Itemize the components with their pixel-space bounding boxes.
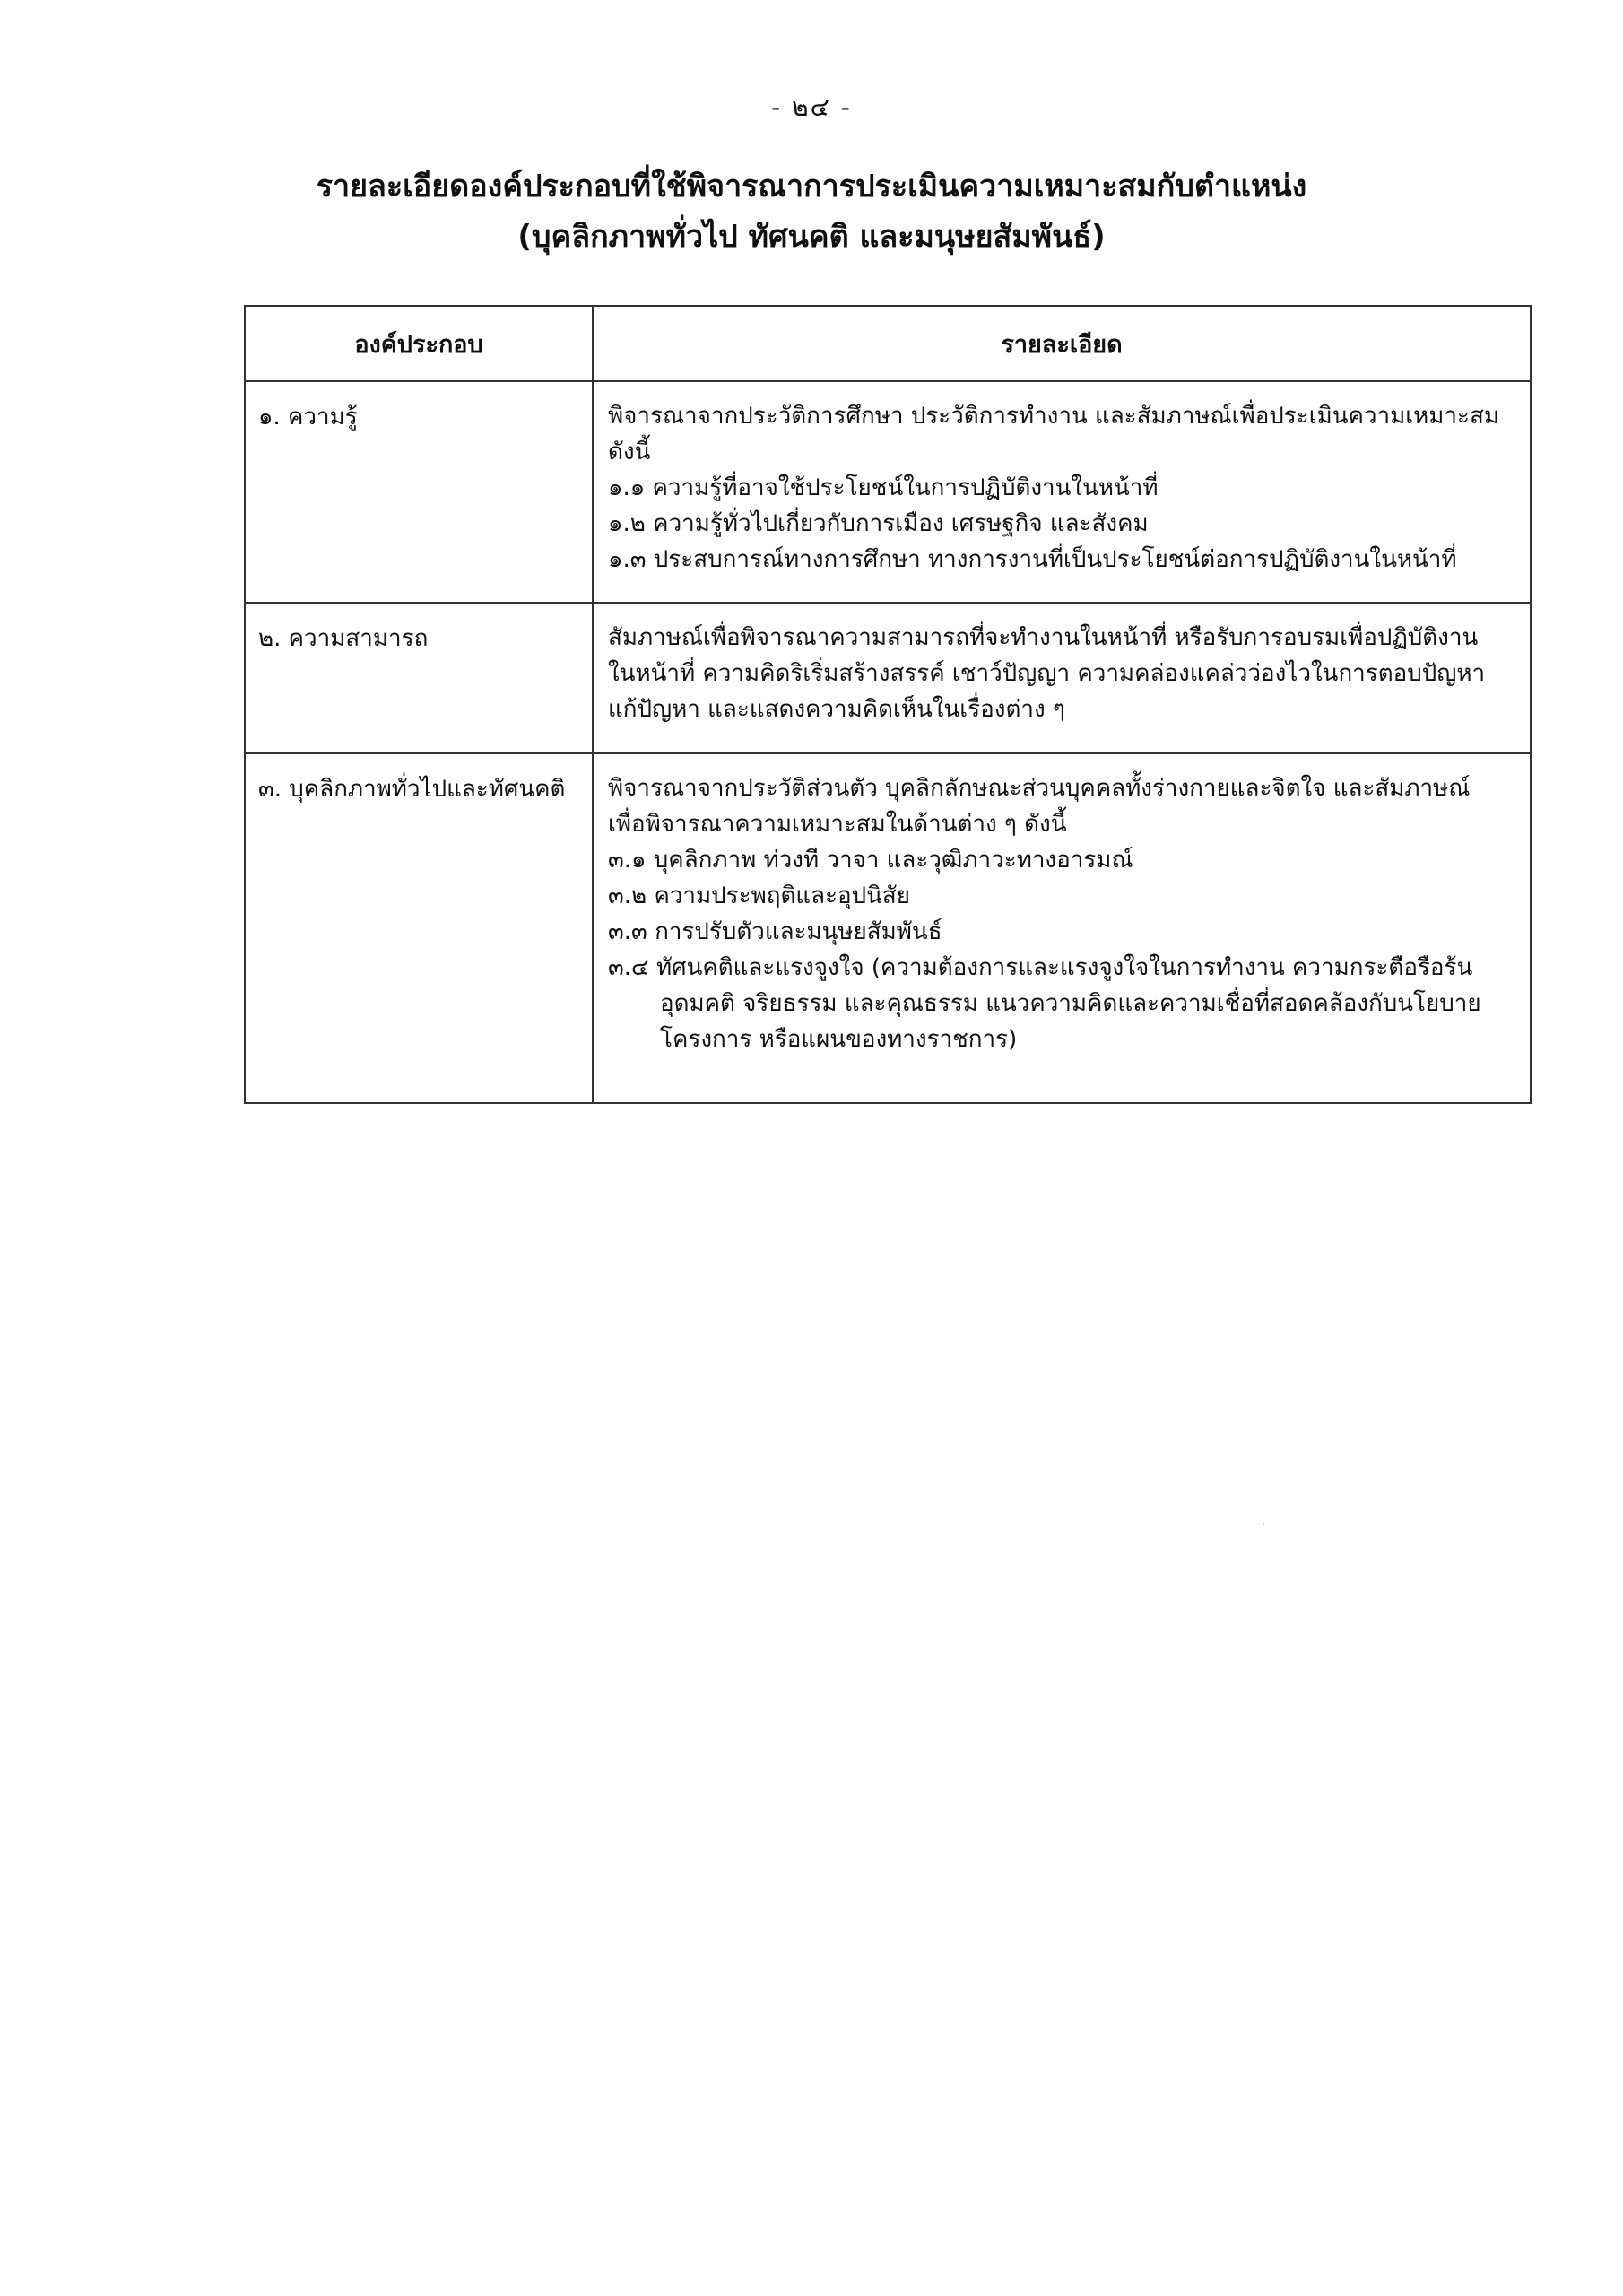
table-row [245,381,1531,603]
list-item: ๓.๔ ทัศนคติและแรงจูงใจ (ความต้องการและแรงจูงใจในการทำงาน ความกระตือรือร้น [608,954,1473,981]
list-item: ๓.๒ ความประพฤติและอุปนิสัย [608,883,911,909]
row-detail-knowledge [593,381,1531,603]
list-item: ๓.๑ บุคลิกภาพ ท่วงที วาจา และวุฒิภาวะทางอารมณ์ [608,847,1133,874]
row-detail-personality [593,753,1531,1103]
table-row [245,603,1531,753]
document-title [0,161,1623,262]
detail-line: พิจารณาจากประวัติส่วนตัว บุคลิกลักษณะส่วนบุคคลทั้งร่างกายและจิตใจ และสัมภาษณ์ [608,775,1471,802]
row-detail-ability [593,603,1531,753]
table-header-row [245,306,1531,381]
page-number: - ๒๔ - [771,92,852,122]
header-component: องค์ประกอบ [245,306,593,381]
list-item: ๑.๓ ประสบการณ์ทางการศึกษา ทางการงานที่เป็นประโยชน์ต่อการปฏิบัติงานในหน้าที่ [608,546,1457,573]
detail-line: ดังนี้ [608,439,651,465]
detail-line: พิจารณาจากประวัติการศึกษา ประวัติการทำงาน และสัมภาษณ์เพื่อประเมินความเหมาะสม [608,403,1500,430]
detail-line: ในหน้าที่ ความคิดริเริ่มสร้างสรรค์ เชาว์ปัญญา ความคล่องแคล่วว่องไวในการตอบปัญหา [608,660,1486,687]
list-item-continuation: อุดมคติ จริยธรรม และคุณธรรม แนวความคิดและความเชื่อที่สอดคล้องกับนโยบาย [660,990,1481,1017]
list-item: ๑.๑ ความรู้ที่อาจใช้ประโยชน์ในการปฏิบัติงานในหน้าที่ [608,474,1159,501]
title-line-1: รายละเอียดองค์ประกอบที่ใช้พิจารณาการประเมินความเหมาะสมกับตำแหน่ง [316,169,1307,204]
scan-speck [1263,1523,1264,1525]
header-detail: รายละเอียด [593,306,1531,381]
table-row [245,753,1531,1103]
title-line-2: (บุคลิกภาพทั่วไป ทัศนคติ และมนุษยสัมพันธ์) [517,219,1106,255]
row-component-personality: ๓. บุคลิกภาพทั่วไปและทัศนคติ [245,753,593,1103]
list-item: ๓.๓ การปรับตัวและมนุษยสัมพันธ์ [608,918,942,945]
criteria-table [244,305,1532,1104]
row-component-ability: ๒. ความสามารถ [245,603,593,753]
detail-line: สัมภาษณ์เพื่อพิจารณาความสามารถที่จะทำงานในหน้าที่ หรือรับการอบรมเพื่อปฏิบัติงาน [608,624,1479,651]
list-item: ๑.๒ ความรู้ทั่วไปเกี่ยวกับการเมือง เศรษฐกิจ และสังคม [608,510,1149,537]
detail-line: แก้ปัญหา และแสดงความคิดเห็นในเรื่องต่าง ๆ [608,696,1065,723]
row-component-knowledge: ๑. ความรู้ [245,381,593,603]
detail-line: เพื่อพิจารณาความเหมาะสมในด้านต่าง ๆ ดังนี้ [608,811,1067,838]
list-item-continuation: โครงการ หรือแผนของทางราชการ) [660,1026,1018,1053]
